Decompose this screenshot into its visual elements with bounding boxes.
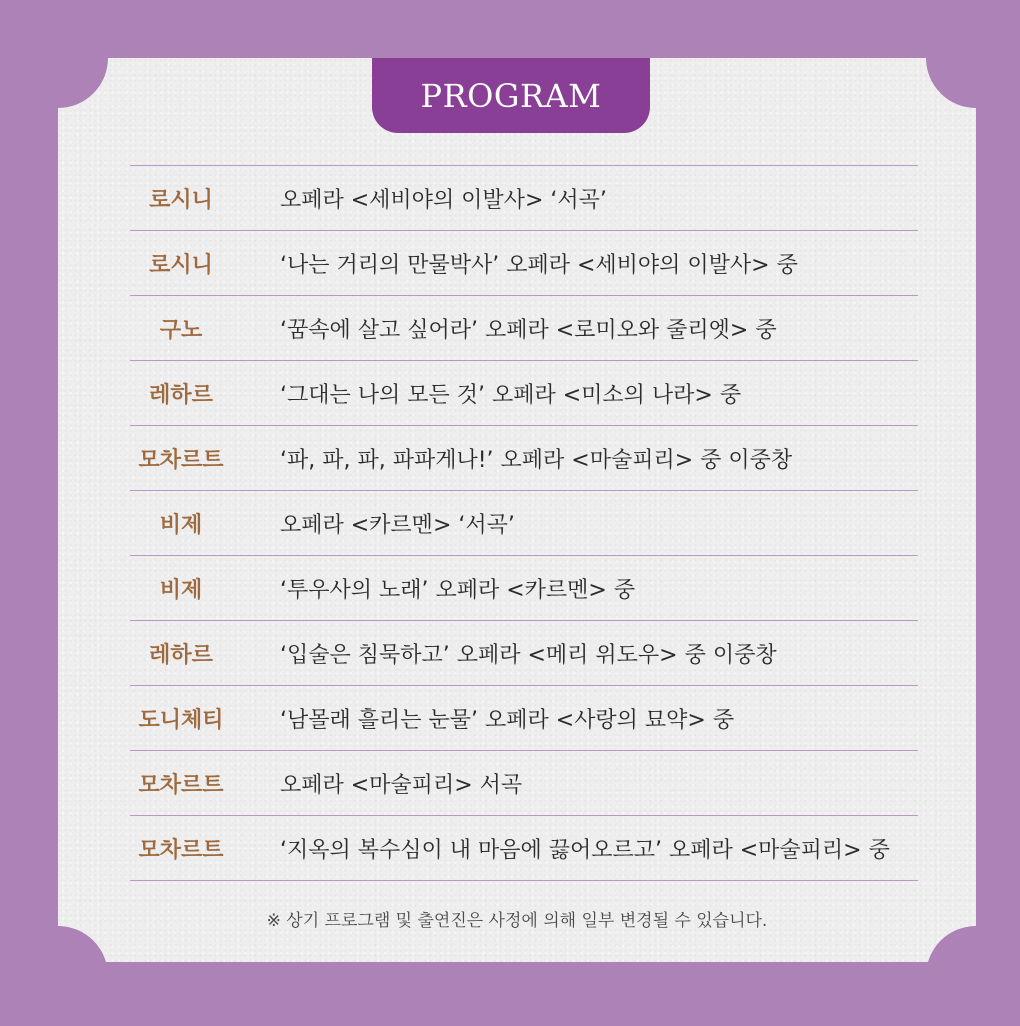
program-row [130, 621, 918, 686]
piece-title: 오페라 <카르멘> ‘서곡’ [280, 512, 515, 538]
composer-name: 모차르트 [138, 772, 224, 798]
composer-name: 로시니 [149, 252, 213, 278]
title-tab [372, 58, 650, 133]
piece-title: ‘그대는 나의 모든 것’ 오페라 <미소의 나라> 중 [280, 382, 742, 408]
program-row [130, 556, 918, 621]
corner-cutout [926, 926, 1020, 1026]
program-row [130, 816, 918, 881]
composer-name: 비제 [159, 577, 203, 603]
footnote: ※ 상기 프로그램 및 출연진은 사정에 의해 일부 변경될 수 있습니다. [266, 911, 768, 931]
composer-name: 비제 [159, 512, 203, 538]
composer-name: 구노 [159, 317, 203, 343]
corner-cutout [8, 8, 108, 108]
composer-name: 도니체티 [138, 707, 224, 733]
piece-title: ‘입술은 침묵하고’ 오페라 <메리 위도우> 중 이중창 [280, 642, 777, 668]
page-title: PROGRAM [420, 76, 602, 115]
piece-title: ‘나는 거리의 만물박사’ 오페라 <세비야의 이발사> 중 [280, 252, 798, 278]
composer-name: 레하르 [149, 382, 213, 408]
program-row [130, 686, 918, 751]
piece-title: ‘남몰래 흘리는 눈물’ 오페라 <사랑의 묘약> 중 [280, 707, 735, 733]
composer-name: 레하르 [149, 642, 213, 668]
piece-title: ‘꿈속에 살고 싶어라’ 오페라 <로미오와 줄리엣> 중 [280, 317, 777, 343]
program-row [130, 751, 918, 816]
composer-name: 모차르트 [138, 447, 224, 473]
program-list [130, 165, 918, 881]
corner-cutout [8, 926, 108, 1026]
program-row [130, 231, 918, 296]
program-row [130, 296, 918, 361]
program-row [130, 361, 918, 426]
piece-title: ‘파, 파, 파, 파파게나!’ 오페라 <마술피리> 중 이중창 [280, 447, 793, 473]
program-row [130, 491, 918, 556]
composer-name: 로시니 [149, 187, 213, 213]
piece-title: ‘투우사의 노래’ 오페라 <카르멘> 중 [280, 577, 636, 603]
piece-title: ‘지옥의 복수심이 내 마음에 끓어오르고’ 오페라 <마술피리> 중 [280, 837, 890, 863]
program-row [130, 426, 918, 491]
piece-title: 오페라 <마술피리> 서곡 [280, 772, 523, 798]
composer-name: 모차르트 [138, 837, 224, 863]
program-row [130, 165, 918, 231]
corner-cutout [926, 8, 1020, 108]
piece-title: 오페라 <세비야의 이발사> ‘서곡’ [280, 187, 607, 213]
